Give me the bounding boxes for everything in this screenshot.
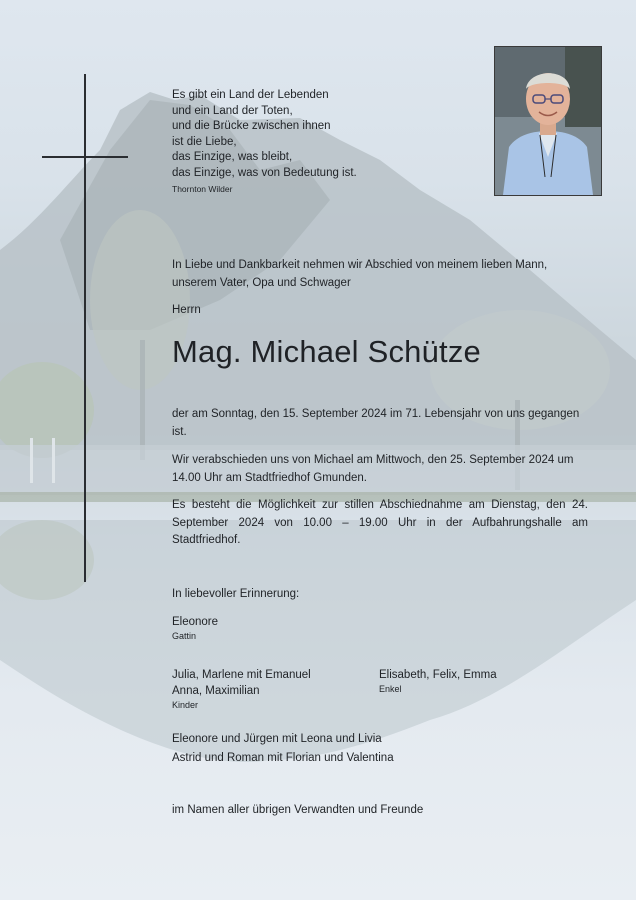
- others-line: Astrid und Roman mit Florian und Valentina: [172, 752, 394, 764]
- signatory-grandchildren: [379, 667, 497, 696]
- children-role: Kinder: [172, 700, 199, 710]
- poem-author: Thornton Wilder: [172, 183, 233, 194]
- poem-line: Es gibt ein Land der Lebenden: [172, 89, 329, 101]
- memory-text: In liebevoller Erinnerung:: [172, 588, 300, 600]
- poem-line: das Einzige, was bleibt,: [172, 151, 293, 164]
- grandchildren-role: Enkel: [379, 684, 402, 694]
- wife-name: Eleonore: [172, 616, 219, 628]
- viewing-text: Es besteht die Möglichkeit zur stillen Abschiednahme am Dienstag, den 24. September 2024 von 10.00 – 19.00 Uhr in der Aufbahrungshalle am Stadtfriedhof.: [172, 499, 588, 546]
- signatory-others: [172, 730, 394, 768]
- intro-text: In Liebe und Dankbarkeit nehmen wir Abschied von meinem lieben Mann, unserem Vater, Opa und Schwager: [172, 259, 548, 289]
- closing-text: im Namen aller übrigen Verwandten und Freunde: [172, 804, 424, 816]
- poem-line: und ein Land der Toten,: [172, 104, 293, 117]
- wife-role: Gattin: [172, 631, 197, 641]
- death-text: der am Sonntag, den 15. September 2024 im 71. Lebensjahr von uns gegangen ist.: [172, 408, 580, 438]
- cross-horizontal-bar: [42, 156, 128, 158]
- children-line-2: Anna, Maximilian: [172, 685, 260, 697]
- grandchildren-names: Elisabeth, Felix, Emma: [379, 669, 497, 681]
- others-line: Eleonore und Jürgen mit Leona und Livia: [172, 733, 382, 745]
- signatory-children: [172, 667, 311, 712]
- poem: [172, 88, 357, 195]
- portrait-photo: [494, 46, 602, 196]
- children-line-1: Julia, Marlene mit Emanuel: [172, 669, 311, 681]
- signatory-wife: [172, 614, 218, 643]
- farewell-text: Wir verabschieden uns von Michael am Mittwoch, den 25. September 2024 um 14.00 Uhr am Stadtfriedhof Gmunden.: [172, 454, 574, 484]
- poem-line: das Einzige, was von Bedeutung ist.: [172, 166, 357, 179]
- poem-line: und die Brücke zwischen ihnen: [172, 120, 331, 133]
- cross-vertical-bar: [84, 74, 86, 582]
- salutation: Herrn: [172, 304, 201, 316]
- deceased-name: Mag. Michael Schütze: [172, 334, 481, 369]
- poem-line: ist die Liebe,: [172, 135, 237, 148]
